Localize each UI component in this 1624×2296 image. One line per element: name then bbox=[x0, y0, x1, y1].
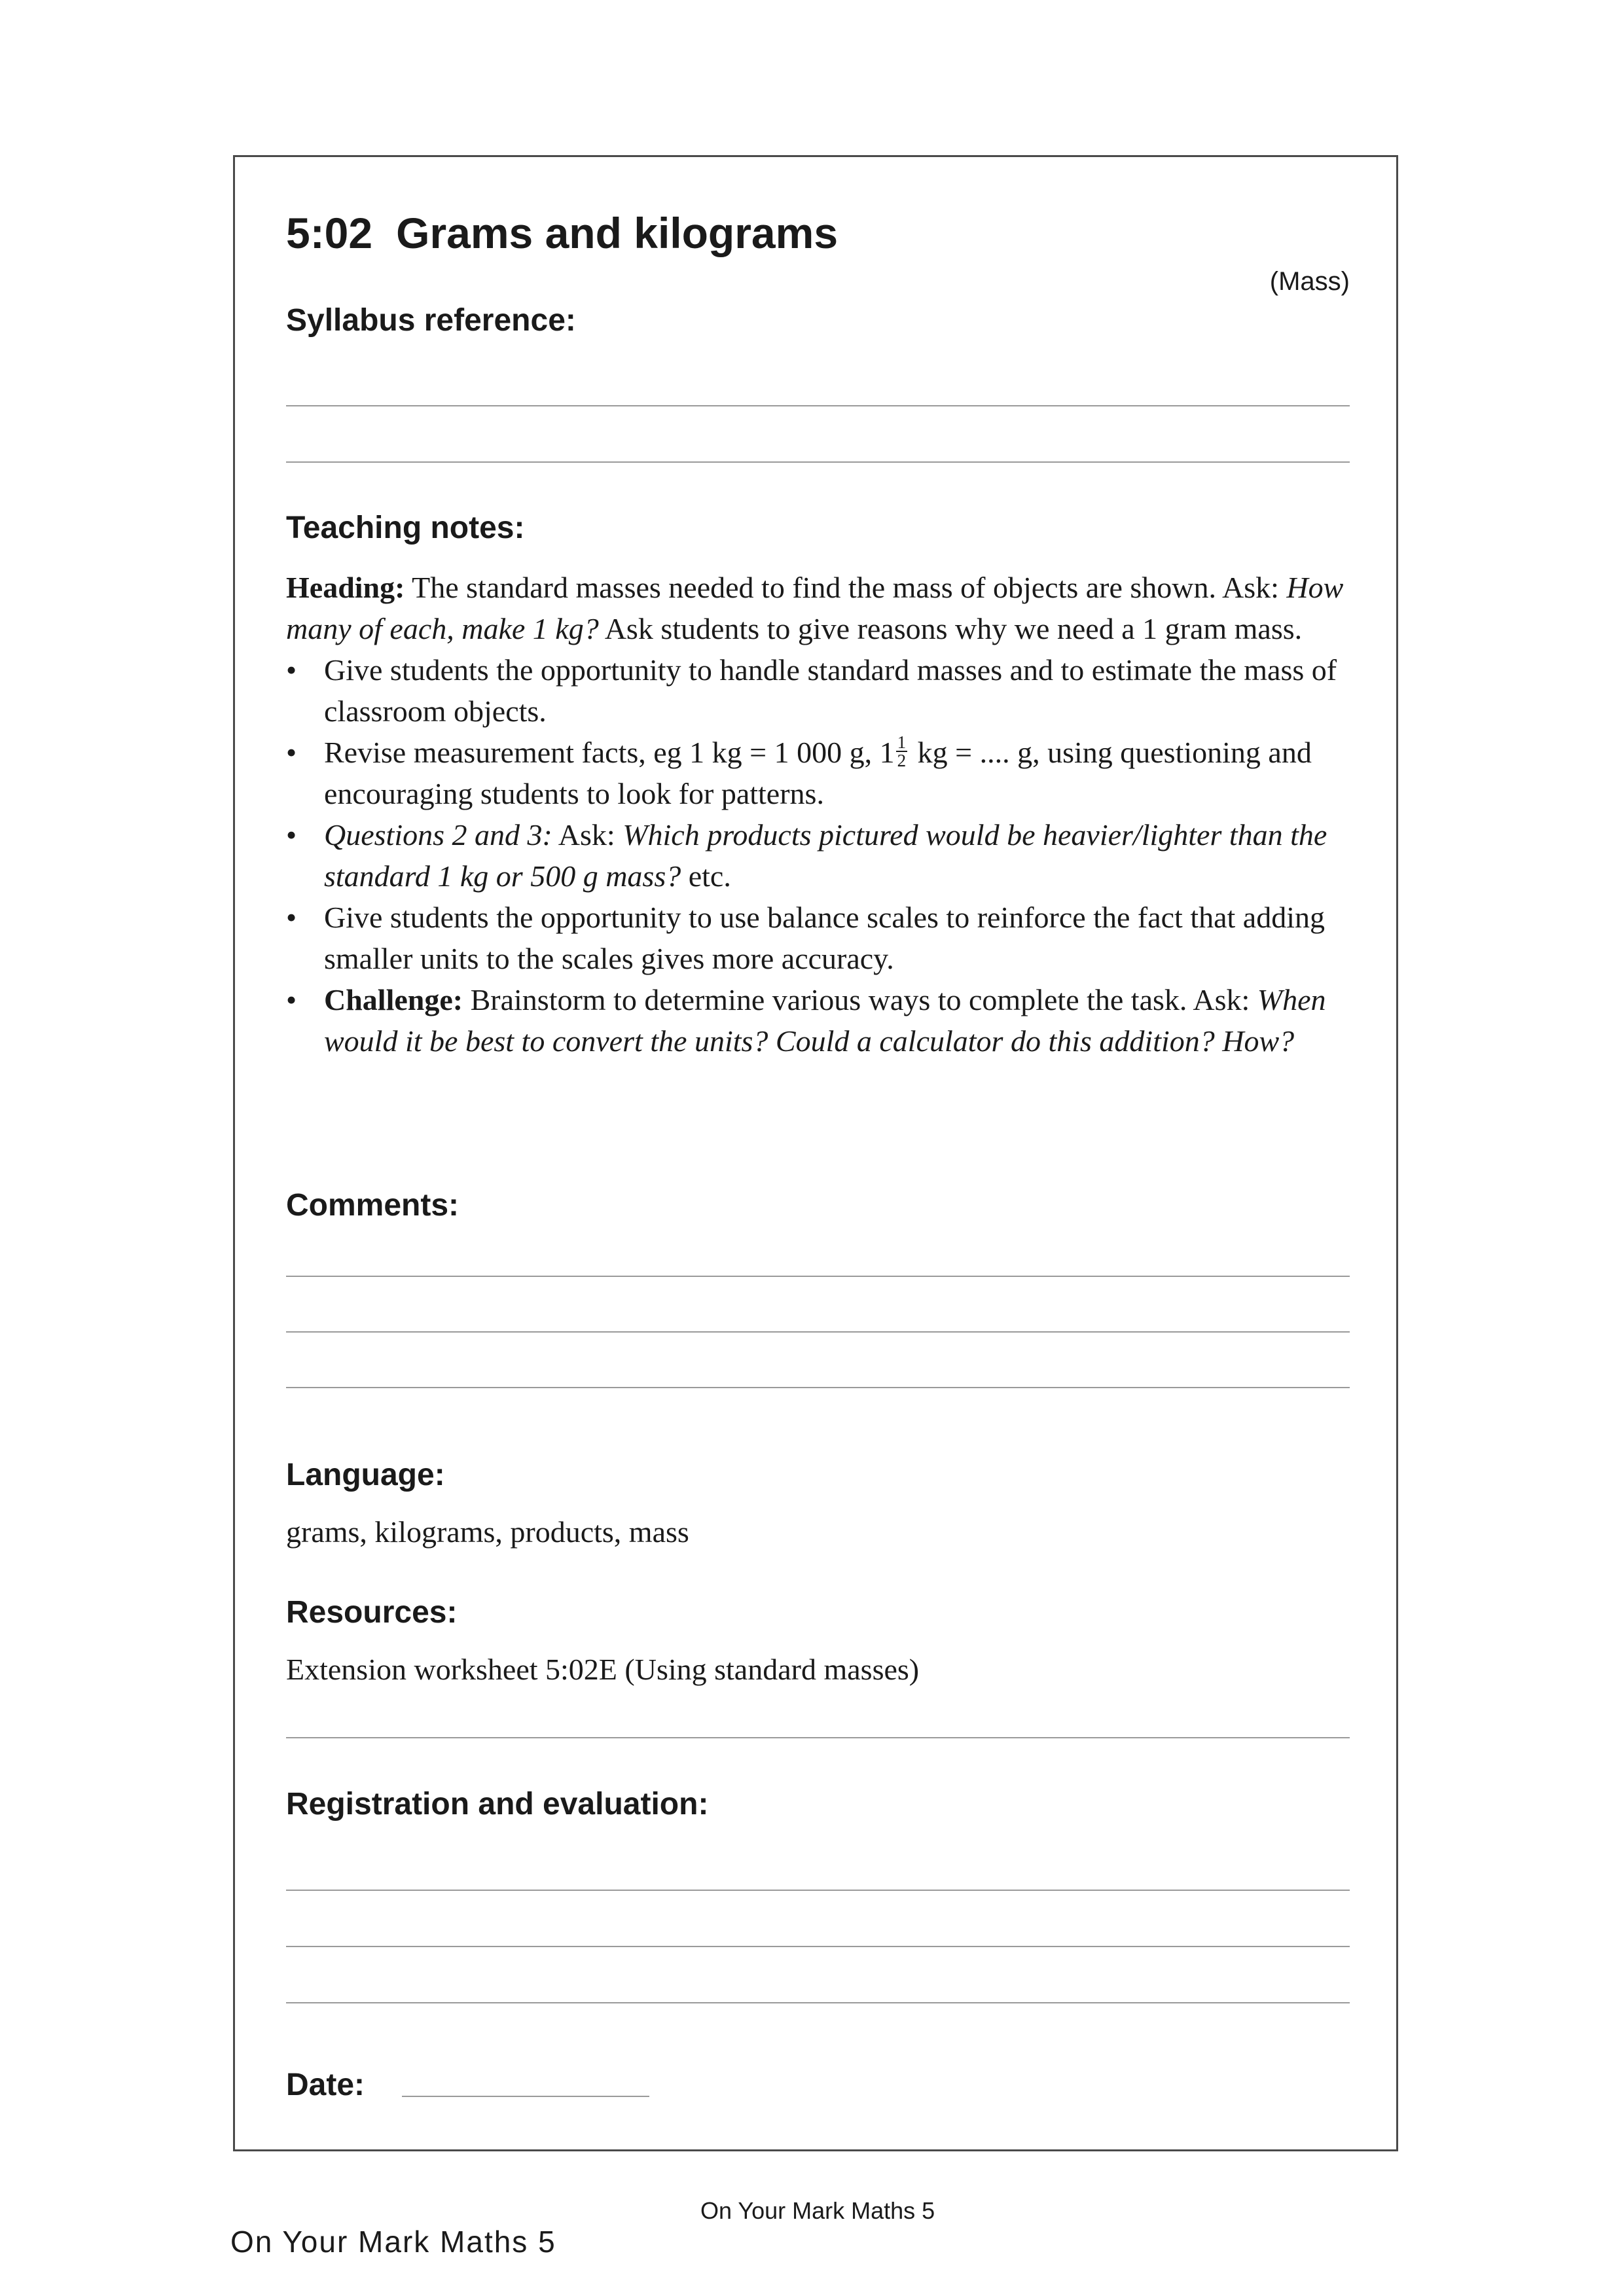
date-field[interactable] bbox=[402, 2096, 649, 2097]
syllabus-line-2[interactable] bbox=[286, 461, 1350, 463]
page-title bbox=[286, 208, 838, 258]
language-heading: Language: bbox=[286, 1458, 445, 1492]
lesson-number: 5:02 bbox=[286, 209, 373, 257]
footer-left: On Your Mark Maths 5 bbox=[230, 2225, 556, 2259]
list-item: • Give students the opportunity to handle standard masses and to estimate the mass of classroom objects. bbox=[286, 649, 1360, 732]
comments-line-3[interactable] bbox=[286, 1387, 1350, 1388]
registration-line-1[interactable] bbox=[286, 1890, 1350, 1891]
lesson-title: Grams and kilograms bbox=[396, 209, 839, 257]
topic-tag: (Mass) bbox=[1269, 267, 1350, 296]
comments-line-2[interactable] bbox=[286, 1331, 1350, 1333]
syllabus-heading: Syllabus reference: bbox=[286, 303, 576, 338]
registration-line-3[interactable] bbox=[286, 2002, 1350, 2003]
teaching-heading: Teaching notes: bbox=[286, 511, 525, 545]
list-item: • Questions 2 and 3: Ask: Which products pictured would be heavier/lighter than the standard 1 kg or 500 g mass? etc. bbox=[286, 814, 1360, 897]
syllabus-line-1[interactable] bbox=[286, 405, 1350, 406]
page-frame bbox=[233, 155, 1398, 2151]
notes-list bbox=[286, 649, 1360, 1062]
fraction: $\frac{1}{2}$ bbox=[897, 732, 907, 771]
registration-heading: Registration and evaluation: bbox=[286, 1787, 709, 1821]
footer-center: On Your Mark Maths 5 bbox=[700, 2197, 935, 2224]
registration-line-2[interactable] bbox=[286, 1946, 1350, 1947]
resources-text: Extension worksheet 5:02E (Using standard masses) bbox=[286, 1653, 920, 1686]
list-item: • Challenge: Brainstorm to determine various ways to complete the task. Ask: When would it be best to convert the units? Could a calculator do this addition? How? bbox=[286, 979, 1360, 1062]
list-item: • Revise measurement facts, eg 1 kg = 1 000 g, 1 $\frac{1}{2}$ kg = .... g, using questioning and encouraging students to look for patterns. bbox=[286, 732, 1360, 814]
comments-line-1[interactable] bbox=[286, 1276, 1350, 1277]
resources-line[interactable] bbox=[286, 1737, 1350, 1738]
heading-note: Heading: The standard masses needed to find the mass of objects are shown. Ask: How many of each, make 1 kg? Ask students to give reasons why we need a 1 gram mass. bbox=[286, 571, 1344, 645]
resources-heading: Resources: bbox=[286, 1595, 458, 1630]
comments-heading: Comments: bbox=[286, 1188, 460, 1223]
date-label: Date: bbox=[286, 2068, 365, 2102]
list-item: • Give students the opportunity to use balance scales to reinforce the fact that adding smaller units to the scales gives more accuracy. bbox=[286, 897, 1360, 979]
teaching-notes bbox=[286, 567, 1360, 1062]
language-text: grams, kilograms, products, mass bbox=[286, 1515, 689, 1549]
